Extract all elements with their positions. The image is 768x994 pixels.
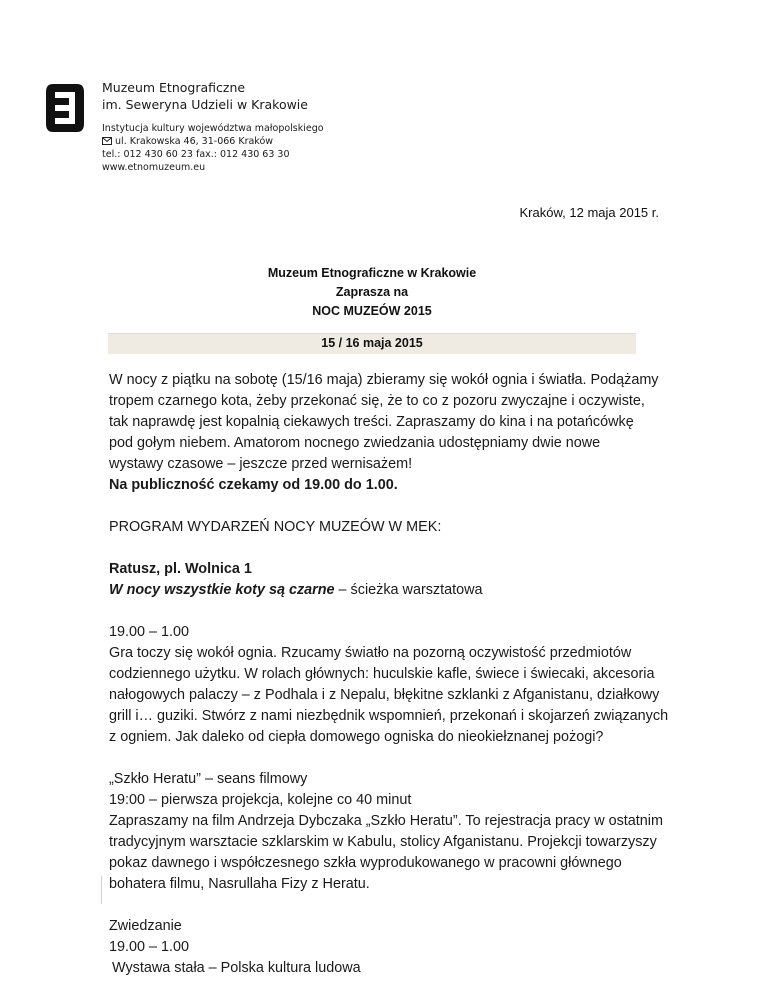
intro-line: wystawy czasowe – jeszcze przed wernisażem! — [109, 456, 413, 472]
workshop-time: 19.00 – 1.00 — [109, 624, 190, 640]
film-line: tradycyjnym warsztacie szklarskim w Kabulu, stolicy Afganistanu. Projekcji towarzyszy — [109, 834, 657, 850]
document-body — [109, 370, 669, 979]
opening-hours: Na publiczność czekamy od 19.00 do 1.00. — [109, 477, 398, 493]
heading-line-3: NOC MUZEÓW 2015 — [312, 304, 432, 318]
workshop-heading — [109, 580, 669, 601]
workshop-line: z ogniem. Jak daleko od ciepła domowego ogniska do nieokiełznanej pożogi? — [109, 729, 604, 745]
event-date-banner: 15 / 16 maja 2015 — [108, 333, 636, 354]
envelope-icon — [102, 137, 112, 145]
museum-e-logo — [46, 84, 84, 132]
museum-name-sub: im. Seweryna Udzieli w Krakowie — [102, 97, 308, 112]
intro-line: W nocy z piątku na sobotę (15/16 maja) zbieramy się wokół ognia i światła. Podążamy — [109, 372, 659, 388]
program-title: PROGRAM WYDARZEŃ NOCY MUZEÓW W MEK: — [109, 519, 442, 535]
heading-line-2: Zaprasza na — [335, 285, 409, 299]
letterhead — [102, 79, 324, 174]
tour-title: Zwiedzanie — [109, 918, 182, 934]
website-link[interactable]: www.etnomuzeum.eu — [102, 162, 206, 173]
intro-line: tropem czarnego kota, żeby przekonać się, że to co z pozoru zwyczajne i oczywiste, — [109, 393, 645, 409]
workshop-line: nałogowych palaczy – z Podhala i z Nepalu, błękitne szklanki z Afganistanu, działkowy — [109, 687, 660, 703]
phone-line: tel.: 012 430 60 23 fax.: 012 430 63 30 — [102, 149, 290, 160]
museum-name: Muzeum Etnograficzne — [102, 80, 246, 95]
film-line: pokaz dawnego i współczesnego szkła wyprodukowanego w pracowni głównego — [109, 855, 622, 871]
workshop-line: codziennego użytku. W rolach głównych: huculskie kafle, świece i świecaki, akcesoria — [109, 666, 655, 682]
tour-time: 19.00 – 1.00 — [109, 939, 190, 955]
intro-line: tak naprawdę jest kopalnią ciekawych treści. Zapraszamy do kina i na potańcówkę — [109, 414, 634, 430]
tour-exhibition: Wystawa stała – Polska kultura ludowa — [112, 960, 361, 976]
date-line: Kraków, 12 maja 2015 r. — [519, 205, 659, 220]
institution-note: Instytucja kultury województwa małopolskiego — [102, 123, 324, 134]
margin-rule — [101, 876, 102, 904]
heading-line-1: Muzeum Etnograficzne w Krakowie — [267, 266, 477, 280]
address-text: ul. Krakowska 46, 31-066 Kraków — [115, 136, 274, 147]
venue-location: Ratusz, pl. Wolnica 1 — [109, 561, 252, 577]
workshop-line: Gra toczy się wokół ognia. Rzucamy światło na pozorną oczywistość przedmiotów — [109, 645, 632, 661]
film-time: 19:00 – pierwsza projekcja, kolejne co 40 minut — [109, 792, 412, 808]
workshop-line: grill i… guziki. Stwórz z nami niezbędnik wspomnień, przekonań i skojarzeń związanych — [109, 708, 669, 724]
address-line — [102, 135, 324, 148]
intro-line: pod gołym niebem. Amatorom nocnego zwiedzania udostępniamy dwie nowe — [109, 435, 601, 451]
workshop-title: W nocy wszystkie koty są czarne — [109, 582, 335, 598]
film-line: bohatera filmu, Nasrullaha Fizy z Heratu. — [109, 876, 370, 892]
workshop-suffix: – ścieżka warsztatowa — [334, 582, 483, 598]
film-title: „Szkło Heratu” – seans filmowy — [109, 771, 308, 787]
invitation-heading — [108, 264, 636, 321]
film-line: Zapraszamy na film Andrzeja Dybczaka „Szkło Heratu”. To rejestracja pracy w ostatnim — [109, 813, 663, 829]
